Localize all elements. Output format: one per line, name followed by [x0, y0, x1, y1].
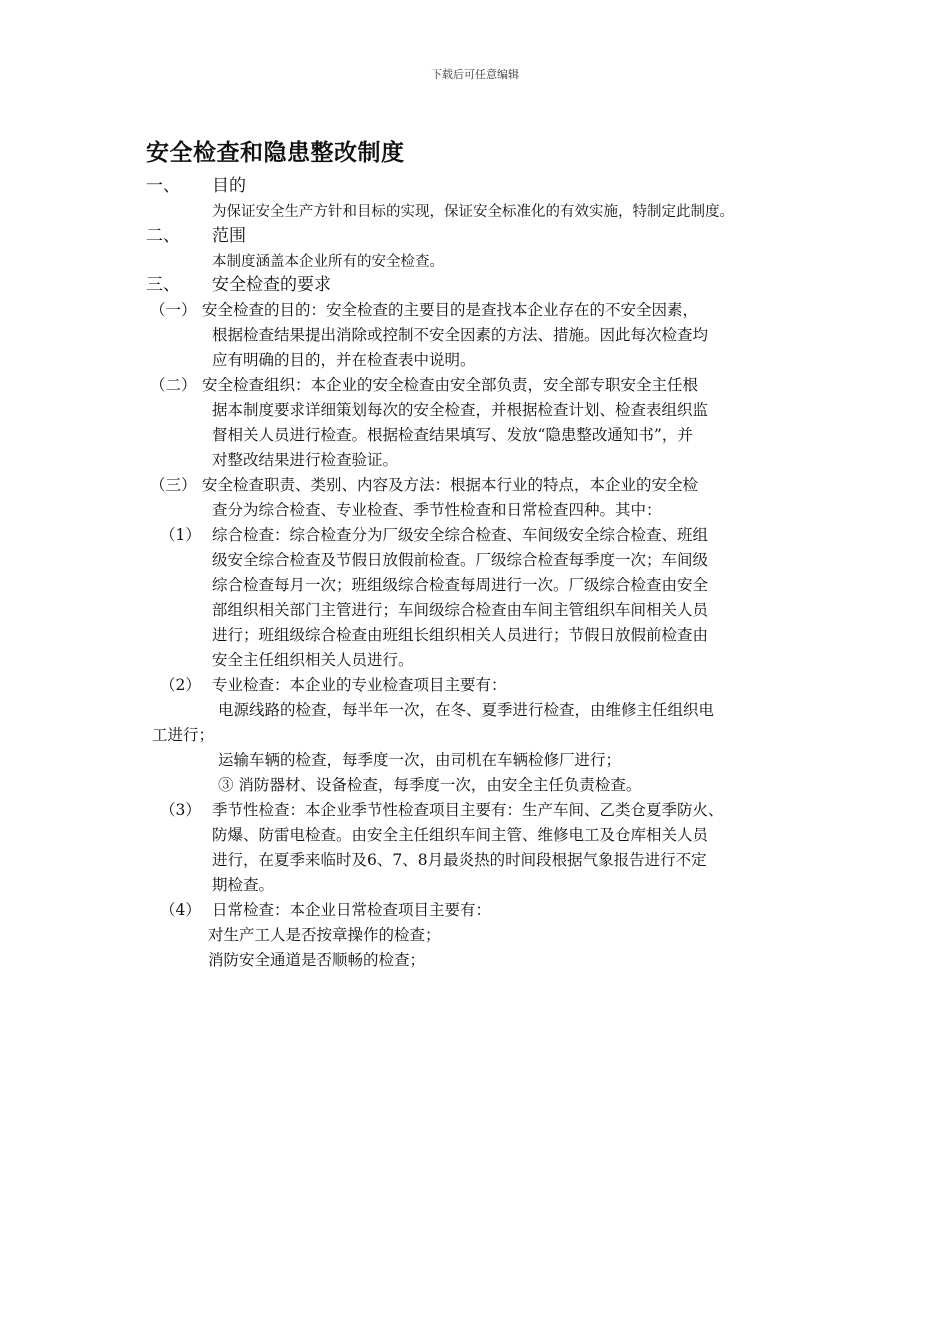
section-number: 二、 [146, 226, 180, 246]
paragraph-line: 综合检查每月一次；班组级综合检查每周进行一次。厂级综合检查由安全 [212, 576, 709, 594]
section-number: 三、 [146, 275, 180, 295]
paragraph-line: 季节性检查：本企业季节性检查项目主要有：生产车间、乙类仓夏季防火、 [212, 801, 724, 819]
paragraph-line: 日常检查：本企业日常检查项目主要有： [212, 901, 492, 919]
section-heading: 范围 [212, 226, 246, 246]
paragraph-line: 工进行； [152, 726, 215, 744]
paragraph-line: 部组织相关部门主管进行；车间级综合检查由车间主管组织车间相关人员 [212, 601, 709, 619]
paragraph-line: 运输车辆的检查，每季度一次，由司机在车辆检修厂进行； [218, 751, 622, 769]
paragraph-line: 督相关人员进行检查。根据检查结果填写、发放“隐患整改通知书”，并 [212, 426, 693, 444]
paragraph-line: 防爆、防雷电检查。由安全主任组织车间主管、维修电工及仓库相关人员 [212, 826, 709, 844]
paragraph-line: 进行，在夏季来临时及6、7、8月最炎热的时间段根据气象报告进行不定 [212, 851, 707, 869]
paragraph-line: 应有明确的目的，并在检查表中说明。 [212, 351, 476, 369]
paragraph-line: 安全检查组织：本企业的安全检查由安全部负责，安全部专职安全主任根 [202, 376, 699, 394]
item-number: （1） [160, 526, 201, 544]
paragraph-line: 进行；班组级综合检查由班组长组织相关人员进行；节假日放假前检查由 [212, 626, 709, 644]
paragraph-line: 为保证安全生产方针和目标的实现，保证安全标准化的有效实施，特制定此制度。 [212, 204, 734, 220]
subsection-number: （三） [150, 476, 197, 494]
page-header: 下载后可任意编辑 [431, 68, 519, 81]
item-number: （3） [160, 801, 201, 819]
paragraph-line: 消防安全通道是否顺畅的检查； [208, 951, 426, 969]
paragraph-line: 对整改结果进行检查验证。 [212, 451, 399, 469]
paragraph-line: 查分为综合检查、专业检查、季节性检查和日常检查四种。其中： [212, 501, 662, 519]
paragraph-line: 级安全综合检查及节假日放假前检查。厂级综合检查每季度一次；车间级 [212, 551, 709, 569]
section-heading: 安全检查的要求 [212, 275, 331, 295]
subsection-number: （二） [150, 376, 197, 394]
paragraph-line: 对生产工人是否按章操作的检查； [208, 926, 441, 944]
paragraph-line: ③ 消防器材、设备检查，每季度一次，由安全主任负责检查。 [218, 776, 642, 794]
paragraph-line: 本制度涵盖本企业所有的安全检查。 [212, 254, 444, 270]
document-title: 安全检查和隐患整改制度 [146, 140, 405, 166]
subsection-number: （一） [150, 301, 197, 319]
paragraph-line: 根据检查结果提出消除或控制不安全因素的方法、措施。因此每次检查均 [212, 326, 709, 344]
section-heading: 目的 [212, 176, 246, 196]
paragraph-line: 电源线路的检查，每半年一次，在冬、夏季进行检查，由维修主任组织电 [218, 701, 715, 719]
paragraph-line: 专业检查：本企业的专业检查项目主要有： [212, 676, 507, 694]
item-number: （2） [160, 676, 201, 694]
paragraph-line: 安全主任组织相关人员进行。 [212, 651, 414, 669]
paragraph-line: 安全检查职责、类别、内容及方法：根据本行业的特点，本企业的安全检 [202, 476, 699, 494]
paragraph-line: 安全检查的目的：安全检查的主要目的是查找本企业存在的不安全因素， [202, 301, 699, 319]
section-number: 一、 [146, 176, 180, 196]
paragraph-line: 期检查。 [212, 876, 275, 894]
paragraph-line: 据本制度要求详细策划每次的安全检查，并根据检查计划、检查表组织监 [212, 401, 709, 419]
item-number: （4） [160, 901, 201, 919]
paragraph-line: 综合检查：综合检查分为厂级安全综合检查、车间级安全综合检查、班组 [212, 526, 709, 544]
